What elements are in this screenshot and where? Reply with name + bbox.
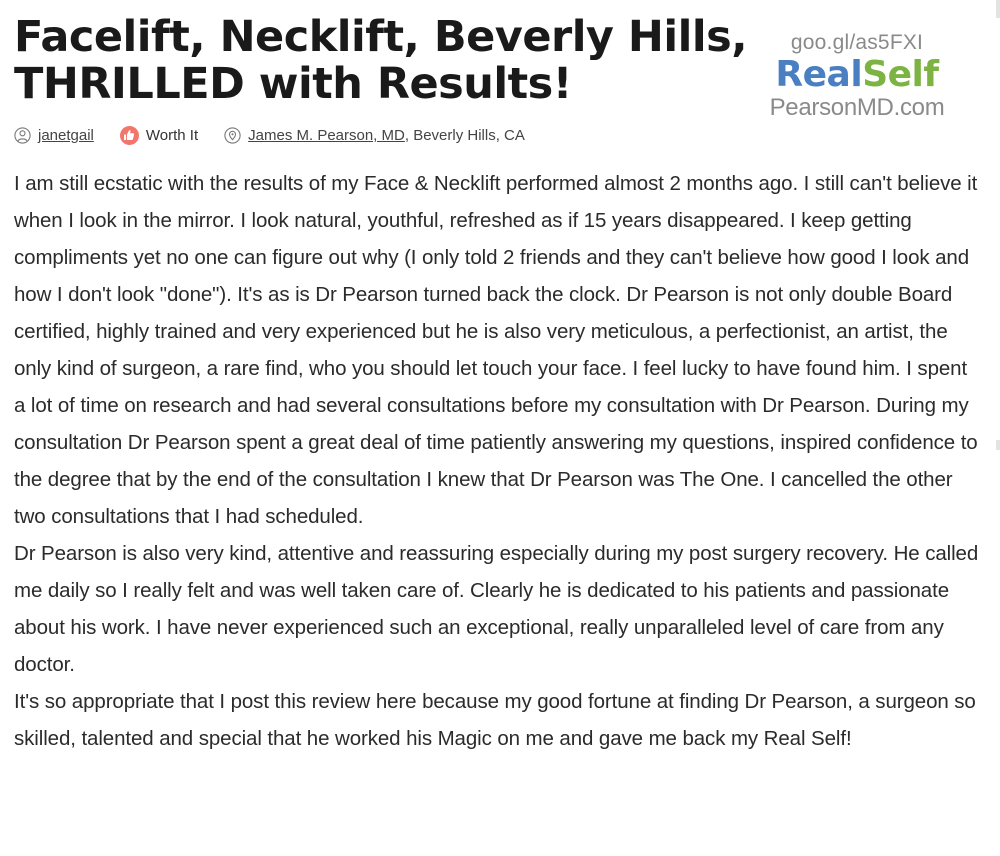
review-paragraph-1: I am still ecstatic with the results of my Face & Necklift performed almost 2 months ago. I still can't believe it when I look in the mirror. I look natural, youthful, refreshed as if 15 years disappeared. I keep getting compliments yet no one can figure out why (I only told 2 friends and they can't believe how good I look and how I don't look "done"). It's as is Dr Pearson turned back the clock. Dr Pearson is not only double Board certified, highly trained and very experienced but he is also very meticulous, a perfectionist, an artist, the only kind of surgeon, a rare find, who you should let touch your face. I feel lucky to have found him. I spent a lot of time on research and had several consultations before my consultation with Dr Pearson. During my consultation Dr Pearson spent a great deal of time patiently answering my questions, inspired confidence to the degree that by the end of the consultation I knew that Dr Pearson was The One. I cancelled the other two consultations that I had scheduled. xyxy=(14,172,978,528)
doctor-location: , Beverly Hills, CA xyxy=(404,127,525,144)
doctor-name[interactable]: James M. Pearson, MD xyxy=(248,127,405,144)
review-header xyxy=(14,12,982,121)
author-name[interactable]: janetgail xyxy=(38,127,94,144)
doctor-meta[interactable] xyxy=(224,127,525,144)
scroll-edge-mark-top xyxy=(996,0,1000,18)
brand-watermark xyxy=(742,32,972,120)
worth-it-meta xyxy=(120,126,198,145)
user-icon xyxy=(14,127,31,144)
page-title: Facelift, Necklift, Beverly Hills, THRILLED with Results! xyxy=(14,12,748,109)
review-meta xyxy=(14,126,982,145)
scroll-edge-mark-middle xyxy=(996,440,1000,450)
review-paragraph-3: It's so appropriate that I post this review here because my good fortune at finding Dr Pearson, a surgeon so skilled, talented and special that he worked his Magic on me and gave me back my Real Self! xyxy=(14,690,976,750)
location-pin-icon xyxy=(224,127,241,144)
review-paragraph-2: Dr Pearson is also very kind, attentive and reassuring especially during my post surgery recovery. He called me daily so I really felt and was well taken care of. Clearly he is dedicated to his patients and passionate about his work. I have never experienced such an exceptional, really unparalleled level of care from any doctor. xyxy=(14,542,979,676)
author-meta[interactable] xyxy=(14,127,94,144)
worth-it-label: Worth It xyxy=(145,127,199,144)
realself-logo xyxy=(742,56,972,94)
review-body xyxy=(14,165,982,757)
realself-logo-first: Real xyxy=(775,54,863,96)
site-url-text: PearsonMD.com xyxy=(769,93,945,121)
shortlink-text: goo.gl/as5FXI xyxy=(790,31,924,54)
realself-logo-second: Self xyxy=(862,54,939,96)
thumbs-up-icon xyxy=(120,126,139,145)
